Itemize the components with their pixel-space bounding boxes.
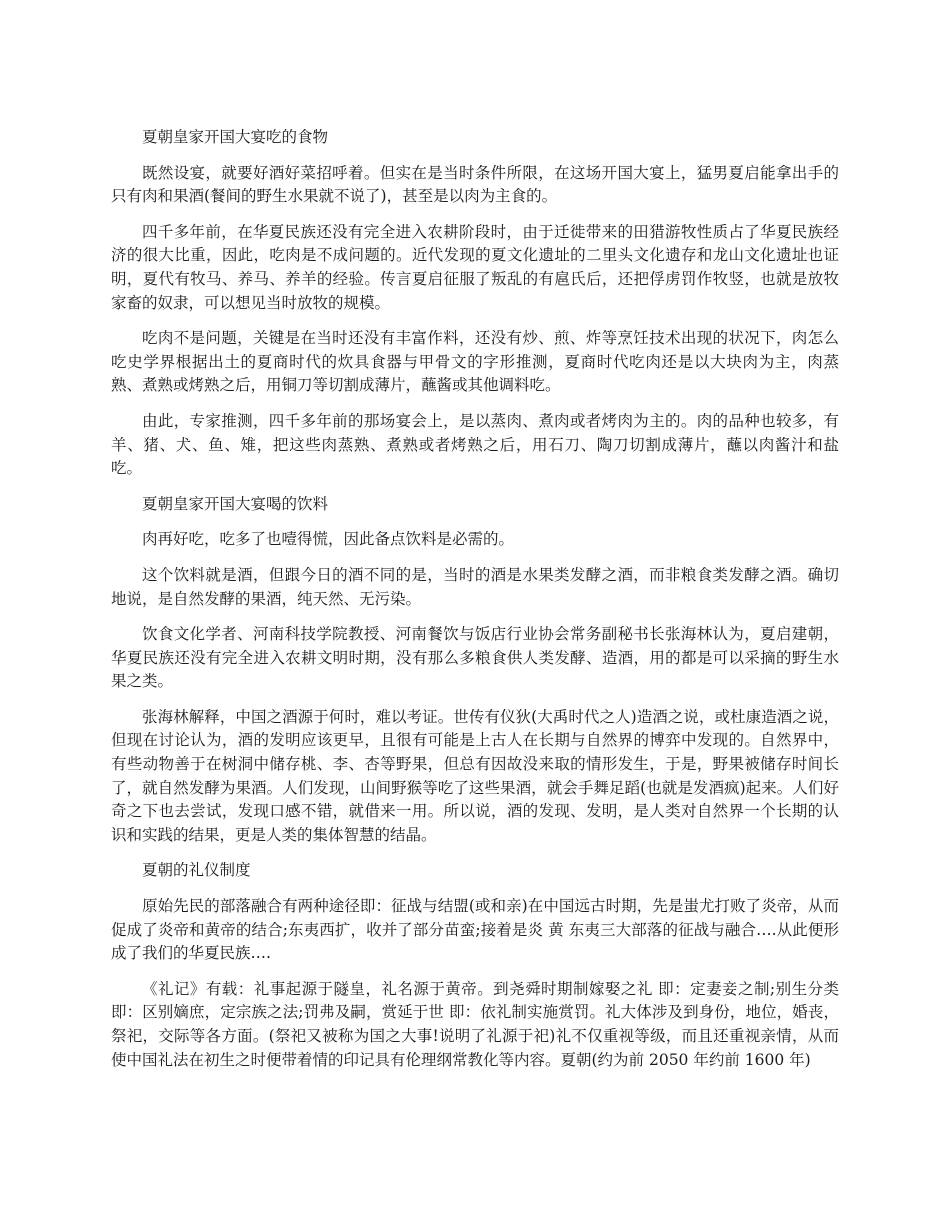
paragraph: 原始先民的部落融合有两种途径即：征战与结盟(或和亲)在中国远古时期，先是蚩尤打败了炎帝，从而促成了炎帝和黄帝的结合;东夷西扩，收并了部分苗蛮;接着是炎 黄 东夷三大部落的征战与融合….从此便形成了我们的华夏民族…. (111, 897, 839, 963)
section-heading-drink: 夏朝皇家开国大宴喝的饮料 (142, 494, 329, 513)
paragraph: 肉再好吃，吃多了也噎得慌，因此备点饮料是必需的。 (142, 530, 515, 549)
section-heading-etiquette: 夏朝的礼仪制度 (142, 861, 251, 880)
paragraph: 这个饮料就是酒，但跟今日的酒不同的是，当时的酒是水果类发酵之酒，而非粮食类发酵之酒。确切地说，是自然发酵的果酒，纯天然、无污染。 (111, 565, 839, 608)
section-heading-food: 夏朝皇家开国大宴吃的食物 (142, 128, 329, 146)
paragraph: 既然设宴，就要好酒好菜招呼着。但实在是当时条件所限，在这场开国大宴上，猛男夏启能拿出手的只有肉和果酒(餐间的野生水果就不说了)，甚至是以肉为主食的。 (111, 163, 839, 206)
document-body (111, 126, 839, 1084)
paragraph: 吃肉不是问题，关键是在当时还没有丰富作料，还没有炒、煎、炸等烹饪技术出现的状况下，肉怎么吃史学界根据出土的夏商时代的炊具食器与甲骨文的字形推测，夏商时代吃肉还是以大块肉为主，肉蒸熟、煮熟或烤熟之后，用铜刀等切割成薄片，蘸酱或其他调料吃。 (111, 329, 839, 395)
paragraph: 由此，专家推测，四千多年前的那场宴会上，是以蒸肉、煮肉或者烤肉为主的。肉的品种也较多，有羊、猪、犬、鱼、雉，把这些肉蒸熟、煮熟或者烤熟之后，用石刀、陶刀切割成薄片，蘸以肉酱汁和盐吃。 (111, 411, 839, 478)
paragraph: 饮食文化学者、河南科技学院教授、河南餐饮与饭店行业协会常务副秘书长张海林认为，夏启建朝，华夏民族还没有完全进入农耕文明时期，没有那么多粮食供人类发酵、造酒，用的都是可以采摘的野生水果之类。 (111, 625, 839, 691)
paragraph: 四千多年前，在华夏民族还没有完全进入农耕阶段时，由于迁徙带来的田猎游牧性质占了华夏民族经济的很大比重，因此，吃肉是不成问题的。近代发现的夏文化遗址的二里头文化遗存和龙山文化遗址也证明，夏代有牧马、养马、养羊的经验。传言夏启征服了叛乱的有扈氏后，还把俘虏罚作牧竖，也就是放牧家畜的奴隶，可以想见当时放牧的规模。 (111, 222, 839, 312)
paragraph: 张海林解释，中国之酒源于何时，难以考证。世传有仪狄(大禹时代之人)造酒之说，或杜康造酒之说，但现在讨论认为，酒的发明应该更早，且很有可能是上古人在长期与自然界的博弈中发现的。自然界中，有些动物善于在树洞中储存桃、李、杏等野果，但总有因故没来取的情形发生，于是，野果被储存时间长了，就自然发酵为果酒。人们发现，山间野猴等吃了这些果酒，就会手舞足蹈(也就是发酒疯)起来。人们好奇之下也去尝试，发现口感不错，就借来一用。所以说，酒的发现、发明，是人类对自然界一个长期的认识和实践的结果，更是人类的集体智慧的结晶。 (111, 707, 839, 844)
paragraph: 《礼记》有载：礼事起源于隧皇，礼名源于黄帝。到尧舜时期制嫁娶之礼 即：定妻妾之制;别生分类 即：区别嫡庶，定宗族之法;罚弗及嗣，赏延于世 即：依礼制实施赏罚。礼大体涉及到身份，地位，婚丧，祭祀，交际等各方面。(祭祀又被称为国之大事!说明了礼源于祀)礼不仅重视等级，而且还重视亲情，从而使中国礼法在初生之时便带着情的印记具有伦理纲常教化等内容。夏朝(约为前 2050 年约前 1600 年) (111, 979, 839, 1069)
